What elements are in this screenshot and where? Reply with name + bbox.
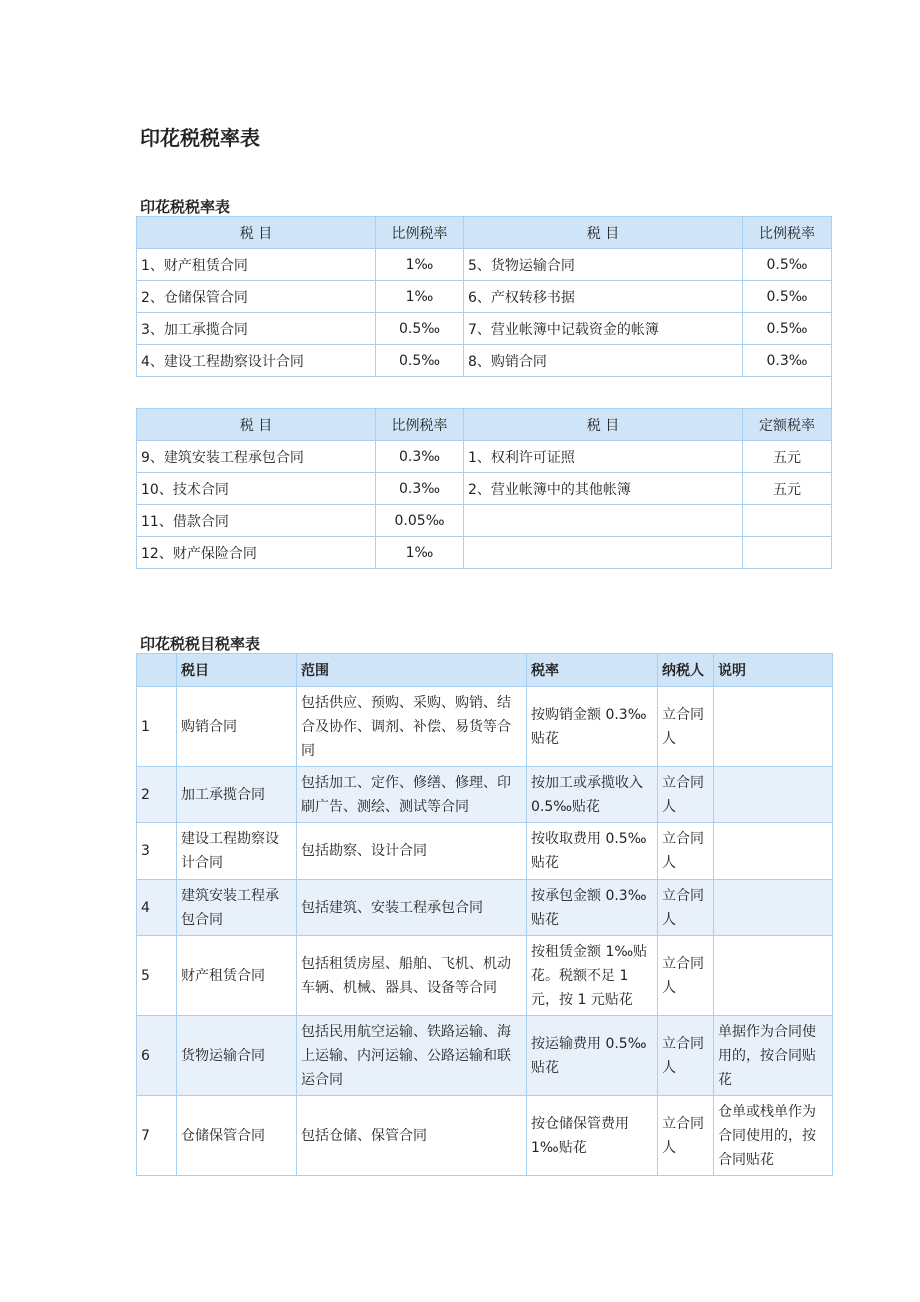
taxpayer-cell: 立合同人	[658, 1016, 714, 1096]
index-cell: 7	[137, 1096, 177, 1176]
item-cell: 6、产权转移书据	[464, 281, 743, 313]
scope-cell: 包括仓储、保管合同	[297, 1096, 527, 1176]
index-cell: 1	[137, 687, 177, 767]
rate-cell: 按加工或承揽收入 0.5‰贴花	[527, 767, 658, 823]
scope-cell: 包括供应、预购、采购、购销、结合及协作、调剂、补偿、易货等合同	[297, 687, 527, 767]
table-row	[137, 823, 833, 880]
table-header-row	[137, 217, 832, 249]
item-cell: 10、技术合同	[137, 473, 376, 505]
item-cell: 2、仓储保管合同	[137, 281, 376, 313]
item-cell: 8、购销合同	[464, 345, 743, 377]
table-row	[137, 249, 832, 281]
header-cell: 税 目	[137, 217, 376, 249]
table-header-row	[137, 409, 832, 441]
rate-cell: 按购销金额 0.3‰贴花	[527, 687, 658, 767]
table-row	[137, 281, 832, 313]
rate-cell: 五元	[743, 441, 832, 473]
header-cell: 比例税率	[376, 409, 464, 441]
item-cell: 购销合同	[177, 687, 297, 767]
note-cell	[714, 880, 833, 936]
rate-table-1	[136, 216, 832, 569]
header-cell-note: 说明	[714, 654, 833, 687]
table-row	[137, 1016, 833, 1096]
rate-cell: 0.3‰	[376, 441, 464, 473]
table-row	[137, 313, 832, 345]
note-cell: 仓单或栈单作为合同使用的，按合同贴花	[714, 1096, 833, 1176]
item-cell: 仓储保管合同	[177, 1096, 297, 1176]
table-row	[137, 687, 833, 767]
item-cell: 3、加工承揽合同	[137, 313, 376, 345]
taxpayer-cell: 立合同人	[658, 823, 714, 880]
item-cell: 12、财产保险合同	[137, 537, 376, 569]
header-cell: 比例税率	[743, 217, 832, 249]
item-cell: 9、建筑安装工程承包合同	[137, 441, 376, 473]
rate-cell: 0.3‰	[376, 473, 464, 505]
header-cell: 比例税率	[376, 217, 464, 249]
taxpayer-cell: 立合同人	[658, 936, 714, 1016]
taxpayer-cell: 立合同人	[658, 1096, 714, 1176]
scope-cell: 包括民用航空运输、铁路运输、海上运输、内河运输、公路运输和联运合同	[297, 1016, 527, 1096]
taxpayer-cell: 立合同人	[658, 880, 714, 936]
scope-cell: 包括勘察、设计合同	[297, 823, 527, 880]
item-cell: 1、财产租赁合同	[137, 249, 376, 281]
item-cell: 财产租赁合同	[177, 936, 297, 1016]
rate-cell	[743, 537, 832, 569]
table-row	[137, 936, 833, 1016]
table-row	[137, 880, 833, 936]
item-cell: 4、建设工程勘察设计合同	[137, 345, 376, 377]
scope-cell: 包括加工、定作、修缮、修理、印刷广告、测绘、测试等合同	[297, 767, 527, 823]
table3-caption: 印花税税目税率表	[140, 635, 261, 653]
rate-cell: 按租赁金额 1‰贴花。税额不足 1 元，按 1 元贴花	[527, 936, 658, 1016]
header-cell: 税 目	[464, 217, 743, 249]
page-title: 印花税税率表	[140, 126, 260, 150]
header-cell: 定额税率	[743, 409, 832, 441]
table-row	[137, 441, 832, 473]
item-cell: 2、营业帐簿中的其他帐簿	[464, 473, 743, 505]
item-cell: 7、营业帐簿中记载资金的帐簿	[464, 313, 743, 345]
note-cell: 单据作为合同使用的，按合同贴花	[714, 1016, 833, 1096]
note-cell	[714, 823, 833, 880]
item-cell: 11、借款合同	[137, 505, 376, 537]
scope-cell: 包括租赁房屋、船舶、飞机、机动车辆、机械、器具、设备等合同	[297, 936, 527, 1016]
header-cell: 税 目	[464, 409, 743, 441]
rate-cell: 0.5‰	[743, 249, 832, 281]
rate-cell: 1‰	[376, 249, 464, 281]
item-cell: 货物运输合同	[177, 1016, 297, 1096]
header-cell-rate: 税率	[527, 654, 658, 687]
rate-cell: 五元	[743, 473, 832, 505]
header-cell-item: 税目	[177, 654, 297, 687]
index-cell: 3	[137, 823, 177, 880]
rate-cell: 按运输费用 0.5‰贴花	[527, 1016, 658, 1096]
rate-cell: 1‰	[376, 281, 464, 313]
table-row	[137, 537, 832, 569]
table-row	[137, 505, 832, 537]
rate-cell: 1‰	[376, 537, 464, 569]
rate-cell: 按仓储保管费用 1‰贴花	[527, 1096, 658, 1176]
header-cell-scope: 范围	[297, 654, 527, 687]
table-header-row	[137, 654, 833, 687]
spacer-row	[137, 377, 832, 409]
taxpayer-cell: 立合同人	[658, 687, 714, 767]
item-cell	[464, 505, 743, 537]
note-cell	[714, 936, 833, 1016]
taxpayer-cell: 立合同人	[658, 767, 714, 823]
index-cell: 5	[137, 936, 177, 1016]
note-cell	[714, 767, 833, 823]
rate-cell: 0.5‰	[376, 345, 464, 377]
tax-item-rate-table	[136, 653, 833, 1176]
header-cell: 税 目	[137, 409, 376, 441]
item-cell: 建筑安装工程承包合同	[177, 880, 297, 936]
rate-cell: 按承包金额 0.3‰贴花	[527, 880, 658, 936]
table-row	[137, 767, 833, 823]
scope-cell: 包括建筑、安装工程承包合同	[297, 880, 527, 936]
note-cell	[714, 687, 833, 767]
table-row	[137, 1096, 833, 1176]
index-cell: 4	[137, 880, 177, 936]
header-cell-taxpayer: 纳税人	[658, 654, 714, 687]
index-cell: 6	[137, 1016, 177, 1096]
item-cell	[464, 537, 743, 569]
header-cell-index	[137, 654, 177, 687]
item-cell: 1、权利许可证照	[464, 441, 743, 473]
index-cell: 2	[137, 767, 177, 823]
table-row	[137, 473, 832, 505]
table1-caption: 印花税税率表	[140, 198, 231, 216]
item-cell: 5、货物运输合同	[464, 249, 743, 281]
rate-cell: 0.5‰	[743, 281, 832, 313]
table-row	[137, 345, 832, 377]
rate-cell	[743, 505, 832, 537]
rate-cell: 0.3‰	[743, 345, 832, 377]
item-cell: 加工承揽合同	[177, 767, 297, 823]
rate-cell: 按收取费用 0.5‰贴花	[527, 823, 658, 880]
rate-cell: 0.05‰	[376, 505, 464, 537]
rate-cell: 0.5‰	[376, 313, 464, 345]
item-cell: 建设工程勘察设计合同	[177, 823, 297, 880]
rate-cell: 0.5‰	[743, 313, 832, 345]
